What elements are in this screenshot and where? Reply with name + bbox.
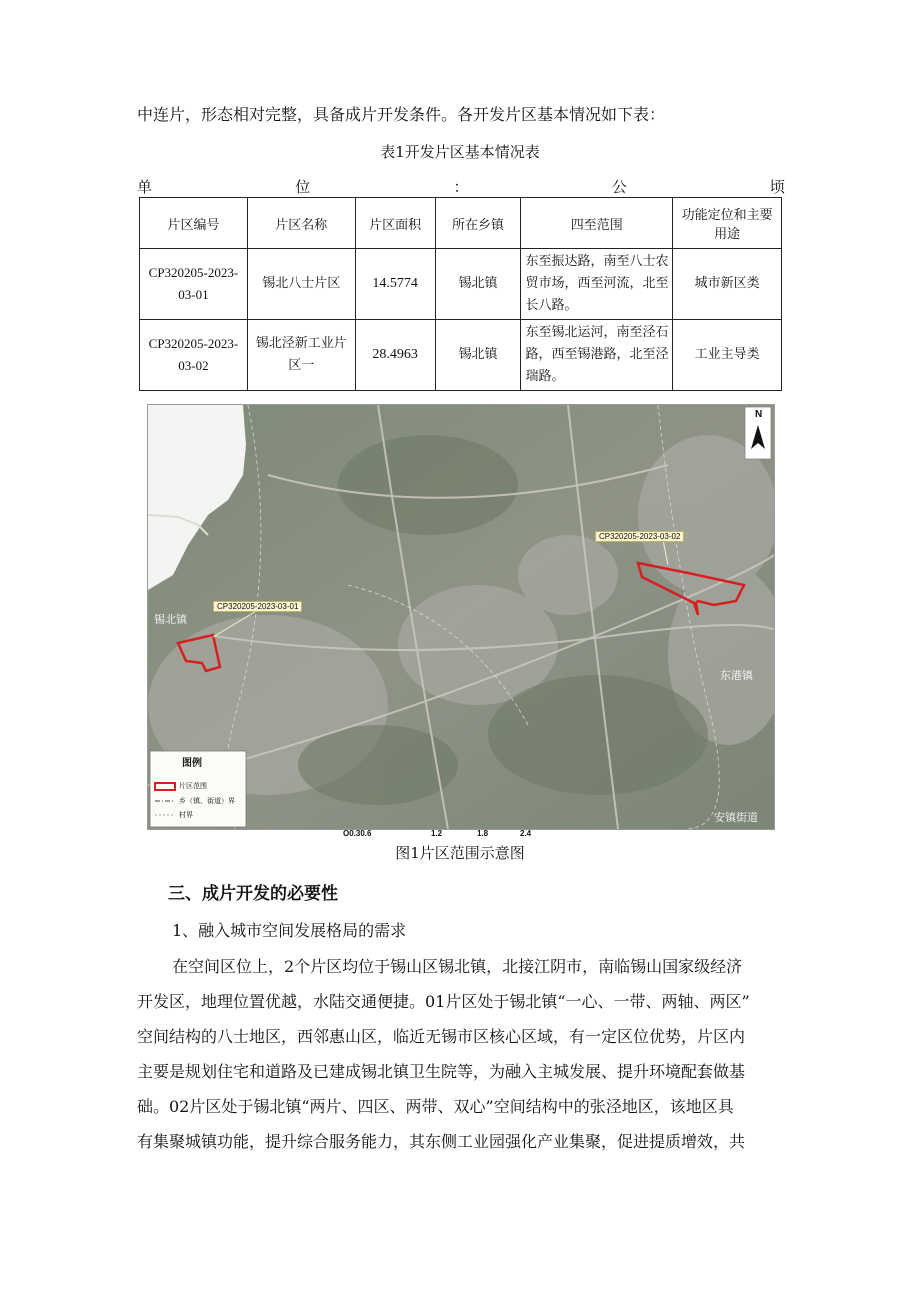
table-caption: 表1开发片区基本情况表	[380, 143, 540, 161]
satellite-map	[147, 404, 775, 830]
scale-label: 1.8	[477, 829, 489, 838]
body-line: 主要是规划住宅和道路及已建成锡北镇卫生院等，为融入主城发展、提升环境配套做基	[137, 1062, 746, 1081]
body-line: 有集聚城镇功能，提升综合服务能力，其东侧工业园强化产业集聚，促进提质增效，共	[137, 1132, 746, 1151]
unit-char: 顷	[769, 178, 785, 196]
unit-char: 位	[295, 178, 311, 196]
cell-name: 锡北泾新工业片区一	[247, 320, 355, 391]
legend-item: 乡（镇、街道）界	[179, 797, 235, 805]
body-line: 础。02片区处于锡北镇“两片、四区、两带、双心”空间结构中的张泾地区，该地区具	[137, 1097, 734, 1116]
town-label-donggang: 东港镇	[720, 669, 753, 682]
legend-item: 村界	[179, 811, 193, 819]
table-row	[140, 249, 782, 320]
cell-name: 锡北八士片区	[247, 249, 355, 320]
district-01-label: CP320205-2023-03-01	[213, 601, 302, 612]
header-cell: 片区名称	[247, 198, 355, 249]
header-cell: 四至范围	[521, 198, 673, 249]
cell-area: 14.5774	[355, 249, 435, 320]
district-02-label: CP320205-2023-03-02	[595, 531, 684, 542]
cell-use: 城市新区类	[673, 249, 782, 320]
cell-range: 东至锡北运河，南至泾石路，西至锡港路，北至泾瑞路。	[521, 320, 673, 391]
cell-code: CP320205-2023-03-02	[140, 320, 248, 391]
district-table	[139, 197, 782, 391]
scale-label: O0.30.6	[343, 829, 372, 838]
unit-char: 公	[611, 178, 627, 196]
intro-line: 中连片，形态相对完整，具备成片开发条件。各开发片区基本情况如下表：	[137, 105, 666, 124]
scale-label: 1.2	[431, 829, 443, 838]
town-label-xibei: 锡北镇	[154, 613, 187, 626]
cell-code: CP320205-2023-03-01	[140, 249, 248, 320]
cell-use: 工业主导类	[673, 320, 782, 391]
cell-town: 锡北镇	[435, 249, 521, 320]
north-label: N	[755, 409, 763, 420]
map-graphic	[148, 405, 774, 829]
body-line: 在空间区位上，2个片区均位于锡山区锡北镇，北接江阴市，南临锡山国家级经济	[172, 957, 743, 976]
header-cell: 片区编号	[140, 198, 248, 249]
figure-caption: 图1片区范围示意图	[395, 844, 525, 862]
cell-range: 东至振达路，南至八士农贸市场，西至河流，北至长八路。	[521, 249, 673, 320]
header-cell: 功能定位和主要用途	[673, 198, 782, 249]
table-header-row	[140, 198, 782, 249]
header-cell: 片区面积	[355, 198, 435, 249]
unit-char: 单	[137, 178, 153, 196]
table-row	[140, 320, 782, 391]
body-line: 开发区，地理位置优越，水陆交通便捷。01片区处于锡北镇“一心、一带、两轴、两区”	[137, 992, 750, 1011]
subheading: 1、融入城市空间发展格局的需求	[172, 921, 407, 940]
body-line: 空间结构的八士地区，西邻惠山区，临近无锡市区核心区域，有一定区位优势，片区内	[137, 1027, 746, 1046]
town-label-anzhen: 安镇街道	[714, 811, 758, 824]
scale-label: 2.4	[520, 829, 532, 838]
cell-area: 28.4963	[355, 320, 435, 391]
section-heading: 三、成片开发的必要性	[168, 884, 338, 904]
legend-title: 图例	[182, 758, 202, 769]
unit-char: ：	[453, 178, 469, 196]
header-cell: 所在乡镇	[435, 198, 521, 249]
cell-town: 锡北镇	[435, 320, 521, 391]
unit-row	[137, 176, 785, 198]
legend-item: 片区范围	[179, 782, 207, 790]
